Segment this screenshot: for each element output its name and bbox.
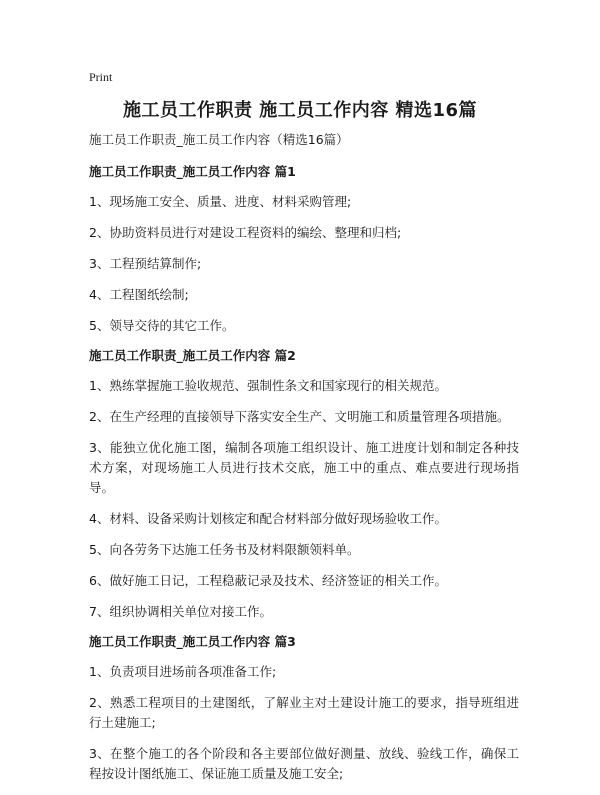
list-item: 2、协助资料员进行对建设工程资料的编绘、整理和归档; (89, 225, 402, 240)
section-3 (89, 633, 519, 784)
section-2 (89, 347, 519, 622)
list-item: 6、做好施工日记，工程稳蔽记录及技术、经济签证的相关工作。 (89, 573, 447, 588)
list-item: 2、在生产经理的直接领导下落实安全生产、文明施工和质量管理各项措施。 (89, 409, 510, 424)
list-item: 1、负责项目进场前各项准备工作; (89, 664, 277, 679)
list-item: 4、材料、设备采购计划核定和配合材料部分做好现场验收工作。 (89, 511, 447, 526)
list-item: 2、熟悉工程项目的土建图纸，了解业主对土建设计施工的要求，指导班组进行土建施工; (89, 695, 519, 730)
list-item: 3、在整个施工的各个阶段和各主要部位做好测量、放线、验线工作，确保工程按设计图纸施工、保证施工质量及施工安全; (89, 746, 519, 781)
document-body (89, 131, 519, 795)
section-1 (89, 163, 519, 336)
section-heading: 施工员工作职责_施工员工作内容 篇1 (89, 164, 296, 179)
list-item: 3、能独立优化施工图，编制各项施工组织设计、施工进度计划和制定各种技术方案，对现场施工人员进行技术交底，施工中的重点、难点要进行现场指导。 (89, 440, 519, 495)
list-item: 1、现场施工安全、质量、进度、材料采购管理; (89, 194, 352, 209)
list-item: 5、领导交待的其它工作。 (89, 318, 235, 333)
list-item: 3、工程预结算制作; (89, 256, 202, 271)
list-item: 4、工程图纸绘制; (89, 287, 189, 302)
document-title: 施工员工作职责 施工员工作内容 精选16篇 (122, 100, 478, 121)
intro-line: 施工员工作职责_施工员工作内容（精选16篇） (89, 132, 349, 147)
list-item: 5、向各劳务下达施工任务书及材料限额领料单。 (89, 542, 360, 557)
print-label: Print (89, 70, 113, 84)
section-heading: 施工员工作职责_施工员工作内容 篇3 (89, 634, 296, 649)
section-heading: 施工员工作职责_施工员工作内容 篇2 (89, 348, 296, 363)
list-item: 7、组织协调相关单位对接工作。 (89, 604, 272, 619)
list-item: 1、熟练掌握施工验收规范、强制性条文和国家现行的相关规范。 (89, 378, 447, 393)
